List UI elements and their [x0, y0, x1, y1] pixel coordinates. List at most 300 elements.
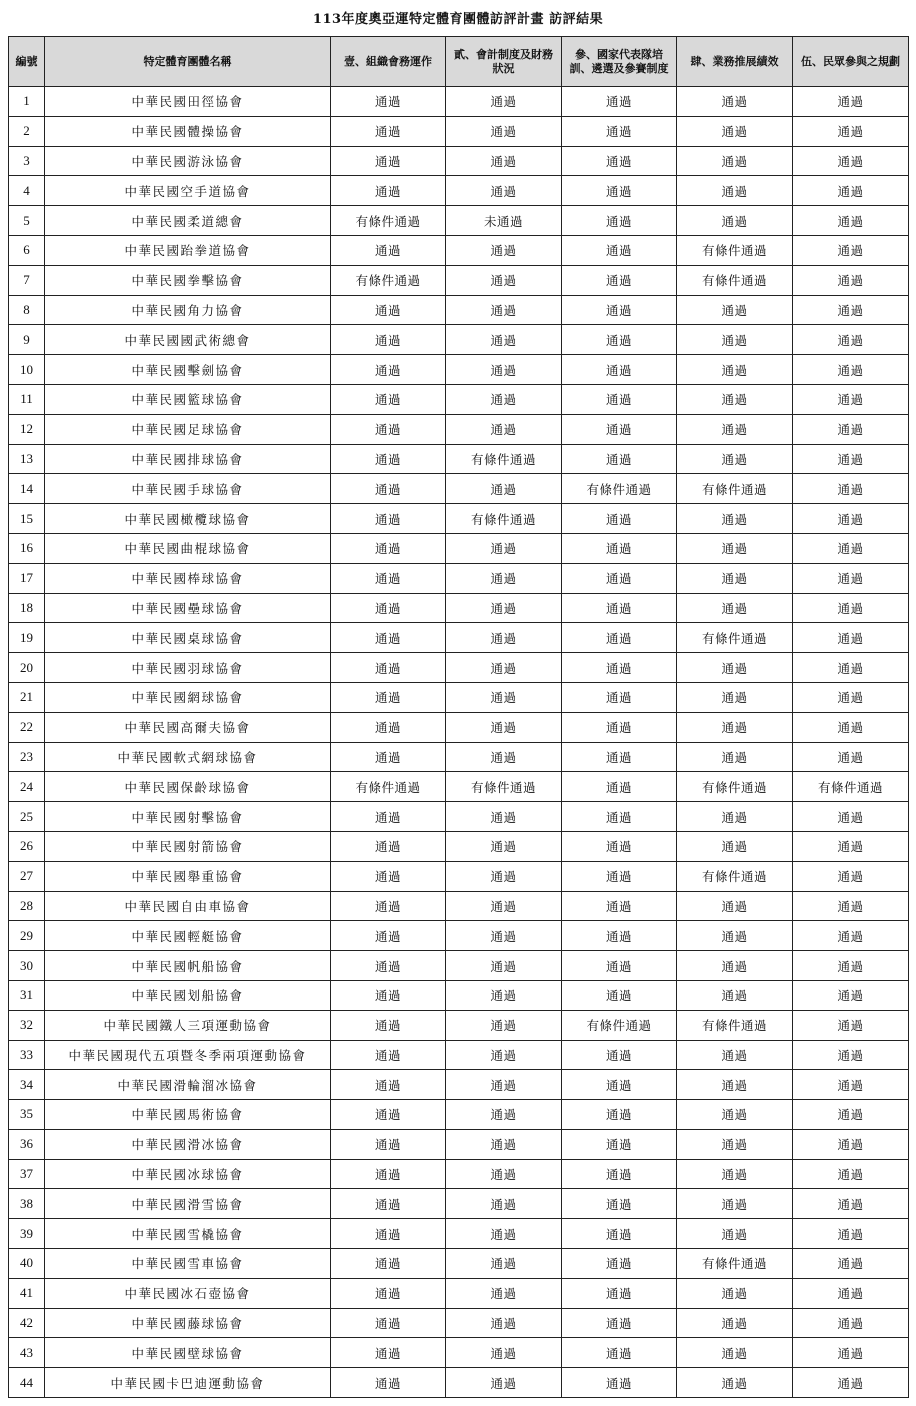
result-c4: 通過 — [677, 653, 793, 683]
association-name: 中華民國滑冰協會 — [45, 1129, 331, 1159]
result-c1: 通過 — [331, 1070, 446, 1100]
result-c3: 通過 — [562, 1308, 677, 1338]
result-c1: 通過 — [331, 712, 446, 742]
result-c5: 通過 — [793, 1159, 909, 1189]
result-c4: 有條件通過 — [677, 1249, 793, 1279]
result-c2: 通過 — [446, 563, 562, 593]
result-c2: 通過 — [446, 921, 562, 951]
result-c3: 通過 — [562, 802, 677, 832]
result-c2: 通過 — [446, 1368, 562, 1398]
result-c2: 通過 — [446, 116, 562, 146]
header-no: 編號 — [9, 37, 45, 87]
table-row — [9, 593, 909, 623]
result-c2: 通過 — [446, 951, 562, 981]
result-c1: 通過 — [331, 235, 446, 265]
table-row — [9, 533, 909, 563]
table-row — [9, 414, 909, 444]
result-c5: 通過 — [793, 533, 909, 563]
result-c2: 通過 — [446, 1159, 562, 1189]
association-name: 中華民國射箭協會 — [45, 831, 331, 861]
row-number: 39 — [9, 1219, 45, 1249]
result-c5: 通過 — [793, 921, 909, 951]
result-c5: 通過 — [793, 712, 909, 742]
result-c3: 通過 — [562, 1159, 677, 1189]
table-row — [9, 384, 909, 414]
result-c4: 通過 — [677, 1219, 793, 1249]
table-row — [9, 325, 909, 355]
result-c5: 通過 — [793, 861, 909, 891]
result-c1: 通過 — [331, 533, 446, 563]
result-c5: 通過 — [793, 1040, 909, 1070]
association-name: 中華民國田徑協會 — [45, 87, 331, 117]
table-row — [9, 206, 909, 236]
result-c4: 通過 — [677, 176, 793, 206]
result-c3: 通過 — [562, 414, 677, 444]
result-c4: 通過 — [677, 1308, 793, 1338]
result-c2: 通過 — [446, 891, 562, 921]
row-number: 34 — [9, 1070, 45, 1100]
result-c4: 通過 — [677, 1278, 793, 1308]
association-name: 中華民國羽球協會 — [45, 653, 331, 683]
association-name: 中華民國卡巴迪運動協會 — [45, 1368, 331, 1398]
row-number: 37 — [9, 1159, 45, 1189]
table-row — [9, 1308, 909, 1338]
table-row — [9, 1040, 909, 1070]
result-c5: 通過 — [793, 891, 909, 921]
result-c1: 通過 — [331, 980, 446, 1010]
row-number: 13 — [9, 444, 45, 474]
table-row — [9, 712, 909, 742]
association-name: 中華民國空手道協會 — [45, 176, 331, 206]
result-c5: 通過 — [793, 951, 909, 981]
result-c3: 通過 — [562, 1278, 677, 1308]
row-number: 41 — [9, 1278, 45, 1308]
row-number: 30 — [9, 951, 45, 981]
row-number: 9 — [9, 325, 45, 355]
result-c3: 通過 — [562, 146, 677, 176]
association-name: 中華民國手球協會 — [45, 474, 331, 504]
row-number: 19 — [9, 623, 45, 653]
row-number: 11 — [9, 384, 45, 414]
association-name: 中華民國舉重協會 — [45, 861, 331, 891]
result-c1: 通過 — [331, 1368, 446, 1398]
result-c5: 有條件通過 — [793, 772, 909, 802]
table-row — [9, 1010, 909, 1040]
row-number: 1 — [9, 87, 45, 117]
table-row — [9, 1278, 909, 1308]
result-c1: 通過 — [331, 1100, 446, 1130]
association-name: 中華民國壘球協會 — [45, 593, 331, 623]
result-c2: 通過 — [446, 653, 562, 683]
row-number: 38 — [9, 1189, 45, 1219]
result-c1: 通過 — [331, 682, 446, 712]
table-row — [9, 682, 909, 712]
result-c4: 通過 — [677, 1159, 793, 1189]
result-c2: 通過 — [446, 355, 562, 385]
result-c1: 通過 — [331, 563, 446, 593]
result-c5: 通過 — [793, 325, 909, 355]
result-c1: 通過 — [331, 414, 446, 444]
table-row — [9, 1129, 909, 1159]
result-c4: 通過 — [677, 414, 793, 444]
result-c3: 通過 — [562, 980, 677, 1010]
association-name: 中華民國冰石壺協會 — [45, 1278, 331, 1308]
association-name: 中華民國輕艇協會 — [45, 921, 331, 951]
association-name: 中華民國角力協會 — [45, 295, 331, 325]
association-name: 中華民國軟式網球協會 — [45, 742, 331, 772]
association-name: 中華民國體操協會 — [45, 116, 331, 146]
result-c4: 通過 — [677, 504, 793, 534]
row-number: 40 — [9, 1249, 45, 1279]
result-c4: 通過 — [677, 593, 793, 623]
result-c4: 有條件通過 — [677, 772, 793, 802]
association-name: 中華民國划船協會 — [45, 980, 331, 1010]
result-c1: 通過 — [331, 1129, 446, 1159]
result-c4: 通過 — [677, 444, 793, 474]
row-number: 5 — [9, 206, 45, 236]
row-number: 36 — [9, 1129, 45, 1159]
result-c4: 通過 — [677, 1070, 793, 1100]
result-c3: 通過 — [562, 355, 677, 385]
row-number: 22 — [9, 712, 45, 742]
row-number: 17 — [9, 563, 45, 593]
result-c5: 通過 — [793, 146, 909, 176]
association-name: 中華民國柔道總會 — [45, 206, 331, 236]
result-c4: 通過 — [677, 951, 793, 981]
result-c1: 通過 — [331, 1308, 446, 1338]
result-c5: 通過 — [793, 563, 909, 593]
table-row — [9, 980, 909, 1010]
result-c5: 通過 — [793, 1010, 909, 1040]
table-row — [9, 891, 909, 921]
page-title: 113年度奧亞運特定體育團體訪評計畫 訪評結果 — [312, 12, 604, 27]
result-c3: 通過 — [562, 176, 677, 206]
result-c5: 通過 — [793, 1278, 909, 1308]
table-row — [9, 265, 909, 295]
result-c4: 通過 — [677, 682, 793, 712]
association-name: 中華民國現代五項暨冬季兩項運動協會 — [45, 1040, 331, 1070]
result-c4: 通過 — [677, 1368, 793, 1398]
association-name: 中華民國保齡球協會 — [45, 772, 331, 802]
row-number: 44 — [9, 1368, 45, 1398]
result-c2: 未通過 — [446, 206, 562, 236]
result-c2: 通過 — [446, 1219, 562, 1249]
result-c5: 通過 — [793, 1129, 909, 1159]
table-row — [9, 1249, 909, 1279]
row-number: 32 — [9, 1010, 45, 1040]
result-c3: 通過 — [562, 325, 677, 355]
result-c1: 通過 — [331, 176, 446, 206]
result-c2: 通過 — [446, 1308, 562, 1338]
result-c4: 通過 — [677, 1040, 793, 1070]
association-name: 中華民國射擊協會 — [45, 802, 331, 832]
row-number: 33 — [9, 1040, 45, 1070]
result-c2: 通過 — [446, 1129, 562, 1159]
header-c4: 肆、業務推展績效 — [677, 37, 793, 87]
row-number: 31 — [9, 980, 45, 1010]
row-number: 2 — [9, 116, 45, 146]
result-c3: 通過 — [562, 1129, 677, 1159]
result-c4: 有條件通過 — [677, 1010, 793, 1040]
table-row — [9, 235, 909, 265]
row-number: 23 — [9, 742, 45, 772]
row-number: 16 — [9, 533, 45, 563]
result-c3: 通過 — [562, 831, 677, 861]
result-c4: 通過 — [677, 563, 793, 593]
result-c5: 通過 — [793, 682, 909, 712]
result-c4: 有條件通過 — [677, 861, 793, 891]
result-c3: 通過 — [562, 1040, 677, 1070]
result-c3: 通過 — [562, 563, 677, 593]
row-number: 35 — [9, 1100, 45, 1130]
result-c3: 通過 — [562, 891, 677, 921]
result-c1: 通過 — [331, 1040, 446, 1070]
result-c3: 有條件通過 — [562, 474, 677, 504]
table-row — [9, 1368, 909, 1398]
result-c2: 通過 — [446, 295, 562, 325]
row-number: 24 — [9, 772, 45, 802]
result-c4: 通過 — [677, 146, 793, 176]
table-row — [9, 1159, 909, 1189]
result-c3: 通過 — [562, 533, 677, 563]
result-c2: 通過 — [446, 414, 562, 444]
result-c4: 通過 — [677, 116, 793, 146]
row-number: 43 — [9, 1338, 45, 1368]
result-c1: 通過 — [331, 1338, 446, 1368]
table-row — [9, 742, 909, 772]
result-c4: 通過 — [677, 1100, 793, 1130]
header-c2: 貳、會計制度及財務狀況 — [446, 37, 562, 87]
result-c4: 有條件通過 — [677, 474, 793, 504]
result-c5: 通過 — [793, 384, 909, 414]
result-c1: 通過 — [331, 861, 446, 891]
association-name: 中華民國滑雪協會 — [45, 1189, 331, 1219]
result-c5: 通過 — [793, 235, 909, 265]
row-number: 20 — [9, 653, 45, 683]
table-row — [9, 146, 909, 176]
result-c2: 通過 — [446, 176, 562, 206]
association-name: 中華民國籃球協會 — [45, 384, 331, 414]
result-c3: 通過 — [562, 623, 677, 653]
result-c2: 通過 — [446, 474, 562, 504]
result-c5: 通過 — [793, 474, 909, 504]
result-c4: 通過 — [677, 712, 793, 742]
result-c3: 通過 — [562, 1189, 677, 1219]
table-body — [9, 87, 909, 1398]
result-c4: 通過 — [677, 1189, 793, 1219]
result-c5: 通過 — [793, 742, 909, 772]
row-number: 25 — [9, 802, 45, 832]
result-c3: 通過 — [562, 87, 677, 117]
results-table — [8, 36, 909, 1398]
result-c2: 通過 — [446, 831, 562, 861]
result-c3: 通過 — [562, 265, 677, 295]
table-row — [9, 772, 909, 802]
result-c5: 通過 — [793, 265, 909, 295]
result-c1: 通過 — [331, 444, 446, 474]
result-c3: 通過 — [562, 295, 677, 325]
header-name: 特定體育團體名稱 — [45, 37, 331, 87]
result-c3: 通過 — [562, 742, 677, 772]
row-number: 6 — [9, 235, 45, 265]
result-c1: 通過 — [331, 325, 446, 355]
result-c4: 通過 — [677, 891, 793, 921]
result-c1: 通過 — [331, 653, 446, 683]
table-row — [9, 1070, 909, 1100]
result-c2: 有條件通過 — [446, 444, 562, 474]
result-c5: 通過 — [793, 593, 909, 623]
result-c1: 通過 — [331, 593, 446, 623]
row-number: 7 — [9, 265, 45, 295]
header-c3: 參、國家代表隊培訓、遴選及參賽制度 — [562, 37, 677, 87]
result-c1: 通過 — [331, 87, 446, 117]
association-name: 中華民國拳擊協會 — [45, 265, 331, 295]
result-c5: 通過 — [793, 1249, 909, 1279]
result-c1: 通過 — [331, 1278, 446, 1308]
result-c5: 通過 — [793, 414, 909, 444]
result-c2: 通過 — [446, 1040, 562, 1070]
association-name: 中華民國冰球協會 — [45, 1159, 331, 1189]
result-c2: 通過 — [446, 980, 562, 1010]
result-c4: 通過 — [677, 742, 793, 772]
result-c1: 通過 — [331, 474, 446, 504]
association-name: 中華民國游泳協會 — [45, 146, 331, 176]
row-number: 15 — [9, 504, 45, 534]
result-c3: 通過 — [562, 712, 677, 742]
result-c5: 通過 — [793, 295, 909, 325]
result-c5: 通過 — [793, 1100, 909, 1130]
result-c2: 通過 — [446, 802, 562, 832]
result-c4: 有條件通過 — [677, 235, 793, 265]
result-c1: 通過 — [331, 891, 446, 921]
result-c3: 通過 — [562, 116, 677, 146]
result-c1: 通過 — [331, 951, 446, 981]
table-row — [9, 563, 909, 593]
association-name: 中華民國馬術協會 — [45, 1100, 331, 1130]
association-name: 中華民國滑輪溜冰協會 — [45, 1070, 331, 1100]
table-row — [9, 1338, 909, 1368]
association-name: 中華民國高爾夫協會 — [45, 712, 331, 742]
result-c4: 通過 — [677, 831, 793, 861]
result-c4: 通過 — [677, 295, 793, 325]
result-c1: 有條件通過 — [331, 772, 446, 802]
row-number: 8 — [9, 295, 45, 325]
result-c5: 通過 — [793, 444, 909, 474]
result-c2: 通過 — [446, 861, 562, 891]
table-row — [9, 1189, 909, 1219]
result-c5: 通過 — [793, 116, 909, 146]
result-c1: 通過 — [331, 116, 446, 146]
result-c4: 有條件通過 — [677, 623, 793, 653]
row-number: 4 — [9, 176, 45, 206]
result-c2: 有條件通過 — [446, 772, 562, 802]
result-c2: 通過 — [446, 1010, 562, 1040]
result-c5: 通過 — [793, 623, 909, 653]
result-c4: 通過 — [677, 325, 793, 355]
table-row — [9, 1100, 909, 1130]
result-c3: 通過 — [562, 444, 677, 474]
table-row — [9, 295, 909, 325]
result-c3: 通過 — [562, 235, 677, 265]
result-c2: 通過 — [446, 1278, 562, 1308]
result-c2: 通過 — [446, 533, 562, 563]
association-name: 中華民國網球協會 — [45, 682, 331, 712]
association-name: 中華民國棒球協會 — [45, 563, 331, 593]
result-c1: 通過 — [331, 146, 446, 176]
result-c3: 通過 — [562, 206, 677, 236]
association-name: 中華民國帆船協會 — [45, 951, 331, 981]
result-c1: 通過 — [331, 921, 446, 951]
row-number: 42 — [9, 1308, 45, 1338]
row-number: 18 — [9, 593, 45, 623]
result-c4: 通過 — [677, 1338, 793, 1368]
row-number: 10 — [9, 355, 45, 385]
association-name: 中華民國壁球協會 — [45, 1338, 331, 1368]
row-number: 14 — [9, 474, 45, 504]
result-c5: 通過 — [793, 206, 909, 236]
result-c1: 通過 — [331, 1010, 446, 1040]
result-c3: 通過 — [562, 1219, 677, 1249]
result-c2: 有條件通過 — [446, 504, 562, 534]
result-c5: 通過 — [793, 802, 909, 832]
result-c3: 通過 — [562, 951, 677, 981]
result-c1: 有條件通過 — [331, 265, 446, 295]
association-name: 中華民國桌球協會 — [45, 623, 331, 653]
result-c5: 通過 — [793, 504, 909, 534]
result-c3: 有條件通過 — [562, 1010, 677, 1040]
association-name: 中華民國擊劍協會 — [45, 355, 331, 385]
association-name: 中華民國排球協會 — [45, 444, 331, 474]
association-name: 中華民國國武術總會 — [45, 325, 331, 355]
result-c1: 通過 — [331, 802, 446, 832]
result-c2: 通過 — [446, 623, 562, 653]
result-c2: 通過 — [446, 146, 562, 176]
header-c1: 壹、組織會務運作 — [331, 37, 446, 87]
result-c4: 通過 — [677, 384, 793, 414]
table-row — [9, 355, 909, 385]
result-c3: 通過 — [562, 1368, 677, 1398]
association-name: 中華民國鐵人三項運動協會 — [45, 1010, 331, 1040]
table-row — [9, 623, 909, 653]
result-c2: 通過 — [446, 325, 562, 355]
result-c1: 通過 — [331, 1219, 446, 1249]
result-c3: 通過 — [562, 653, 677, 683]
result-c1: 通過 — [331, 355, 446, 385]
result-c2: 通過 — [446, 265, 562, 295]
result-c3: 通過 — [562, 1070, 677, 1100]
header-row — [9, 37, 909, 87]
table-row — [9, 176, 909, 206]
result-c1: 通過 — [331, 623, 446, 653]
result-c2: 通過 — [446, 593, 562, 623]
association-name: 中華民國橄欖球協會 — [45, 504, 331, 534]
result-c1: 通過 — [331, 742, 446, 772]
association-name: 中華民國雪車協會 — [45, 1249, 331, 1279]
table-row — [9, 951, 909, 981]
table-row — [9, 116, 909, 146]
result-c4: 通過 — [677, 87, 793, 117]
result-c3: 通過 — [562, 772, 677, 802]
header-c5: 伍、民眾參與之規劃 — [793, 37, 909, 87]
result-c3: 通過 — [562, 1249, 677, 1279]
result-c3: 通過 — [562, 861, 677, 891]
result-c2: 通過 — [446, 1249, 562, 1279]
result-c3: 通過 — [562, 921, 677, 951]
result-c4: 通過 — [677, 921, 793, 951]
result-c2: 通過 — [446, 1100, 562, 1130]
result-c4: 通過 — [677, 355, 793, 385]
result-c5: 通過 — [793, 1308, 909, 1338]
